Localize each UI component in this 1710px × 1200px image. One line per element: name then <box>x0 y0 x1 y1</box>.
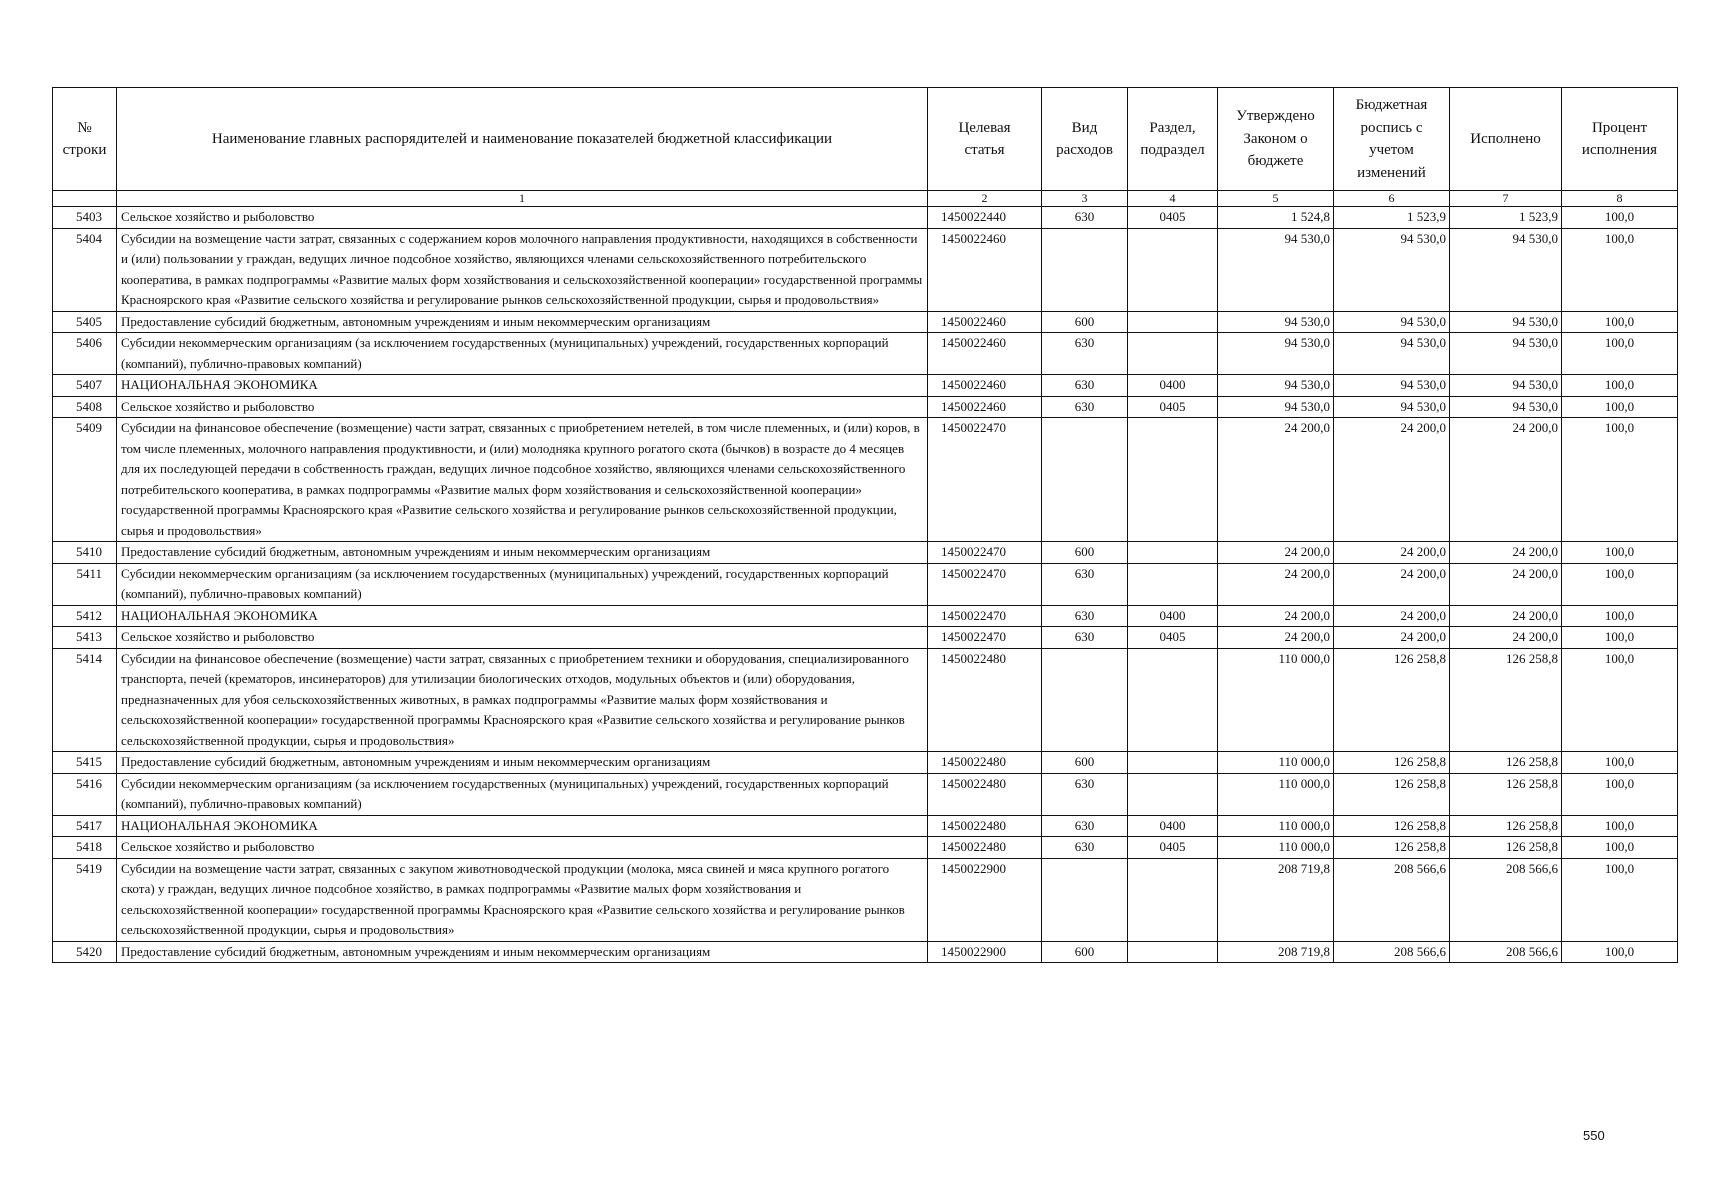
col-number: 6 <box>1334 191 1450 207</box>
expense-type: 630 <box>1042 815 1128 837</box>
row-number: 5419 <box>53 858 117 941</box>
budget-list-amount: 24 200,0 <box>1334 418 1450 542</box>
header-section: Раздел, подраздел <box>1128 88 1218 191</box>
target-article: 1450022900 <box>928 858 1042 941</box>
row-number: 5406 <box>53 333 117 375</box>
indicator-name: Субсидии на возмещение части затрат, связанных с содержанием коров молочного направления продуктивности, находящихся в собственности и (или) пользовании у граждан, ведущих личное подсобное хозяйство, являющихся членами сельскохозяйственного потребительского кооператива, в рамках подпрограммы «Развитие малых форм хозяйствования и сельскохозяйственной кооперации» государственной программы Красноярского края «Развитие сельского хозяйства и регулирование рынков сельскохозяйственной продукции, сырья и продовольствия» <box>117 228 928 311</box>
executed-amount: 1 523,9 <box>1450 207 1562 229</box>
col-number <box>53 191 117 207</box>
expense-type: 600 <box>1042 311 1128 333</box>
budget-list-amount: 126 258,8 <box>1334 648 1450 752</box>
col-number: 3 <box>1042 191 1128 207</box>
indicator-name: НАЦИОНАЛЬНАЯ ЭКОНОМИКА <box>117 375 928 397</box>
header-exp-type: Вид расходов <box>1042 88 1128 191</box>
target-article: 1450022480 <box>928 815 1042 837</box>
table-row <box>53 815 1678 837</box>
executed-amount: 94 530,0 <box>1450 333 1562 375</box>
approved-amount: 24 200,0 <box>1218 542 1334 564</box>
row-number: 5416 <box>53 773 117 815</box>
approved-amount: 24 200,0 <box>1218 627 1334 649</box>
indicator-name: Предоставление субсидий бюджетным, автономным учреждениям и иным некоммерческим организациям <box>117 941 928 963</box>
table-row <box>53 773 1678 815</box>
section-code: 0405 <box>1128 396 1218 418</box>
budget-list-amount: 208 566,6 <box>1334 858 1450 941</box>
executed-amount: 208 566,6 <box>1450 858 1562 941</box>
expense-type: 630 <box>1042 627 1128 649</box>
execution-percent: 100,0 <box>1562 563 1678 605</box>
execution-percent: 100,0 <box>1562 418 1678 542</box>
budget-list-amount: 94 530,0 <box>1334 375 1450 397</box>
section-code <box>1128 648 1218 752</box>
indicator-name: Субсидии некоммерческим организациям (за исключением государственных (муниципальных) учреждений, государственных корпораций (компаний), публично-правовых компаний) <box>117 333 928 375</box>
indicator-name: НАЦИОНАЛЬНАЯ ЭКОНОМИКА <box>117 815 928 837</box>
executed-amount: 24 200,0 <box>1450 627 1562 649</box>
executed-amount: 24 200,0 <box>1450 418 1562 542</box>
approved-amount: 94 530,0 <box>1218 333 1334 375</box>
table-row <box>53 563 1678 605</box>
header-approved: Утверждено Законом о бюджете <box>1218 88 1334 191</box>
column-numbers-row <box>53 191 1678 207</box>
expense-type <box>1042 228 1128 311</box>
executed-amount: 94 530,0 <box>1450 396 1562 418</box>
section-code <box>1128 941 1218 963</box>
executed-amount: 208 566,6 <box>1450 941 1562 963</box>
indicator-name: Субсидии на финансовое обеспечение (возмещение) части затрат, связанных с приобретением нетелей, в том числе племенных, и (или) коров, в том числе племенных, молочного направления продуктивности, и (или) молодняка крупного рогатого скота (бычков) в возрасте до 4 месяцев для их последующей передачи в собственность граждан, ведущих личное подсобное хозяйство, являющихся членами сельскохозяйственного потребительского кооператива, в рамках подпрограммы «Развитие малых форм хозяйствования и сельскохозяйственной кооперации» государственной программы Красноярского края «Развитие сельского хозяйства и регулирование рынков сельскохозяйственной продукции, сырья и продовольствия» <box>117 418 928 542</box>
budget-list-amount: 24 200,0 <box>1334 542 1450 564</box>
expense-type: 600 <box>1042 941 1128 963</box>
expense-type <box>1042 858 1128 941</box>
execution-percent: 100,0 <box>1562 542 1678 564</box>
execution-percent: 100,0 <box>1562 396 1678 418</box>
expense-type: 630 <box>1042 333 1128 375</box>
row-number: 5404 <box>53 228 117 311</box>
section-code: 0400 <box>1128 375 1218 397</box>
approved-amount: 94 530,0 <box>1218 311 1334 333</box>
executed-amount: 126 258,8 <box>1450 815 1562 837</box>
col-number: 5 <box>1218 191 1334 207</box>
approved-amount: 24 200,0 <box>1218 605 1334 627</box>
expense-type <box>1042 648 1128 752</box>
col-number: 8 <box>1562 191 1678 207</box>
section-code <box>1128 752 1218 774</box>
executed-amount: 126 258,8 <box>1450 837 1562 859</box>
execution-percent: 100,0 <box>1562 605 1678 627</box>
row-number: 5414 <box>53 648 117 752</box>
indicator-name: Субсидии некоммерческим организациям (за исключением государственных (муниципальных) учреждений, государственных корпораций (компаний), публично-правовых компаний) <box>117 563 928 605</box>
row-number: 5408 <box>53 396 117 418</box>
budget-list-amount: 126 258,8 <box>1334 837 1450 859</box>
col-number: 2 <box>928 191 1042 207</box>
header-executed: Исполнено <box>1450 88 1562 191</box>
indicator-name: Субсидии некоммерческим организациям (за исключением государственных (муниципальных) учреждений, государственных корпораций (компаний), публично-правовых компаний) <box>117 773 928 815</box>
target-article: 1450022480 <box>928 648 1042 752</box>
executed-amount: 94 530,0 <box>1450 228 1562 311</box>
table-row <box>53 311 1678 333</box>
row-number: 5411 <box>53 563 117 605</box>
table-row <box>53 375 1678 397</box>
execution-percent: 100,0 <box>1562 333 1678 375</box>
executed-amount: 24 200,0 <box>1450 542 1562 564</box>
approved-amount: 208 719,8 <box>1218 941 1334 963</box>
section-code <box>1128 542 1218 564</box>
row-number: 5412 <box>53 605 117 627</box>
approved-amount: 110 000,0 <box>1218 752 1334 774</box>
expense-type: 630 <box>1042 773 1128 815</box>
approved-amount: 1 524,8 <box>1218 207 1334 229</box>
table-row <box>53 941 1678 963</box>
approved-amount: 24 200,0 <box>1218 418 1334 542</box>
budget-list-amount: 24 200,0 <box>1334 605 1450 627</box>
table-row <box>53 648 1678 752</box>
target-article: 1450022470 <box>928 627 1042 649</box>
indicator-name: НАЦИОНАЛЬНАЯ ЭКОНОМИКА <box>117 605 928 627</box>
table-body <box>53 207 1678 963</box>
execution-percent: 100,0 <box>1562 228 1678 311</box>
table-row <box>53 858 1678 941</box>
indicator-name: Сельское хозяйство и рыболовство <box>117 837 928 859</box>
budget-list-amount: 1 523,9 <box>1334 207 1450 229</box>
approved-amount: 110 000,0 <box>1218 648 1334 752</box>
header-target: Целевая статья <box>928 88 1042 191</box>
expense-type: 630 <box>1042 837 1128 859</box>
table-row <box>53 396 1678 418</box>
budget-list-amount: 24 200,0 <box>1334 563 1450 605</box>
row-number: 5410 <box>53 542 117 564</box>
table-row <box>53 837 1678 859</box>
budget-table <box>52 87 1678 963</box>
execution-percent: 100,0 <box>1562 627 1678 649</box>
col-number: 1 <box>117 191 928 207</box>
expense-type: 600 <box>1042 752 1128 774</box>
col-number: 7 <box>1450 191 1562 207</box>
budget-list-amount: 126 258,8 <box>1334 752 1450 774</box>
execution-percent: 100,0 <box>1562 815 1678 837</box>
indicator-name: Субсидии на возмещение части затрат, связанных с закупом животноводческой продукции (молока, мяса свиней и мяса крупного рогатого скота) у граждан, ведущих личное подсобное хозяйство, в рамках подпрограммы «Развитие малых форм хозяйствования и сельскохозяйственной кооперации» государственной программы Красноярского края «Развитие сельского хозяйства и регулирование рынков сельскохозяйственной продукции, сырья и продовольствия» <box>117 858 928 941</box>
table-row <box>53 627 1678 649</box>
target-article: 1450022460 <box>928 311 1042 333</box>
expense-type: 630 <box>1042 375 1128 397</box>
approved-amount: 94 530,0 <box>1218 396 1334 418</box>
table-row <box>53 542 1678 564</box>
target-article: 1450022440 <box>928 207 1042 229</box>
expense-type: 630 <box>1042 207 1128 229</box>
approved-amount: 110 000,0 <box>1218 815 1334 837</box>
section-code: 0405 <box>1128 837 1218 859</box>
budget-list-amount: 24 200,0 <box>1334 627 1450 649</box>
execution-percent: 100,0 <box>1562 858 1678 941</box>
execution-percent: 100,0 <box>1562 311 1678 333</box>
expense-type <box>1042 418 1128 542</box>
table-row <box>53 228 1678 311</box>
section-code <box>1128 228 1218 311</box>
budget-list-amount: 94 530,0 <box>1334 311 1450 333</box>
budget-list-amount: 94 530,0 <box>1334 396 1450 418</box>
target-article: 1450022460 <box>928 375 1042 397</box>
approved-amount: 94 530,0 <box>1218 375 1334 397</box>
row-number: 5409 <box>53 418 117 542</box>
indicator-name: Субсидии на финансовое обеспечение (возмещение) части затрат, связанных с приобретением техники и оборудования, специализированного транспорта, печей (крематоров, инсинераторов) для утилизации биологических отходов, модульных объектов и (или) оборудования, предназначенных для убоя сельскохозяйственных животных, в рамках подпрограммы «Развитие малых форм хозяйствования и сельскохозяйственной кооперации» государственной программы Красноярского края «Развитие сельского хозяйства и регулирование рынков сельскохозяйственной продукции, сырья и продовольствия» <box>117 648 928 752</box>
section-code <box>1128 311 1218 333</box>
expense-type: 600 <box>1042 542 1128 564</box>
row-number: 5413 <box>53 627 117 649</box>
execution-percent: 100,0 <box>1562 375 1678 397</box>
target-article: 1450022480 <box>928 773 1042 815</box>
header-row-no: № строки <box>53 88 117 191</box>
row-number: 5418 <box>53 837 117 859</box>
budget-list-amount: 126 258,8 <box>1334 815 1450 837</box>
budget-list-amount: 126 258,8 <box>1334 773 1450 815</box>
section-code <box>1128 773 1218 815</box>
approved-amount: 110 000,0 <box>1218 773 1334 815</box>
section-code <box>1128 563 1218 605</box>
table-row <box>53 333 1678 375</box>
row-number: 5420 <box>53 941 117 963</box>
indicator-name: Сельское хозяйство и рыболовство <box>117 396 928 418</box>
section-code: 0405 <box>1128 627 1218 649</box>
target-article: 1450022460 <box>928 333 1042 375</box>
target-article: 1450022900 <box>928 941 1042 963</box>
executed-amount: 126 258,8 <box>1450 648 1562 752</box>
approved-amount: 110 000,0 <box>1218 837 1334 859</box>
indicator-name: Сельское хозяйство и рыболовство <box>117 207 928 229</box>
header-percent: Процент исполнения <box>1562 88 1678 191</box>
table-header <box>53 88 1678 207</box>
executed-amount: 126 258,8 <box>1450 773 1562 815</box>
row-number: 5417 <box>53 815 117 837</box>
row-number: 5403 <box>53 207 117 229</box>
target-article: 1450022470 <box>928 563 1042 605</box>
target-article: 1450022470 <box>928 605 1042 627</box>
executed-amount: 24 200,0 <box>1450 605 1562 627</box>
indicator-name: Сельское хозяйство и рыболовство <box>117 627 928 649</box>
row-number: 5407 <box>53 375 117 397</box>
executed-amount: 24 200,0 <box>1450 563 1562 605</box>
table-row <box>53 207 1678 229</box>
target-article: 1450022480 <box>928 752 1042 774</box>
table-row <box>53 605 1678 627</box>
section-code: 0405 <box>1128 207 1218 229</box>
execution-percent: 100,0 <box>1562 837 1678 859</box>
executed-amount: 94 530,0 <box>1450 375 1562 397</box>
budget-list-amount: 94 530,0 <box>1334 333 1450 375</box>
page-number: 550 <box>1583 1128 1605 1143</box>
target-article: 1450022470 <box>928 418 1042 542</box>
section-code <box>1128 418 1218 542</box>
expense-type: 630 <box>1042 605 1128 627</box>
header-budget-list: Бюджетная роспись с учетом изменений <box>1334 88 1450 191</box>
indicator-name: Предоставление субсидий бюджетным, автономным учреждениям и иным некоммерческим организациям <box>117 752 928 774</box>
table-row <box>53 752 1678 774</box>
expense-type: 630 <box>1042 563 1128 605</box>
section-code: 0400 <box>1128 815 1218 837</box>
approved-amount: 94 530,0 <box>1218 228 1334 311</box>
header-name: Наименование главных распорядителей и наименование показателей бюджетной классификации <box>117 88 928 191</box>
execution-percent: 100,0 <box>1562 941 1678 963</box>
section-code <box>1128 333 1218 375</box>
col-number: 4 <box>1128 191 1218 207</box>
execution-percent: 100,0 <box>1562 752 1678 774</box>
table-row <box>53 418 1678 542</box>
section-code: 0400 <box>1128 605 1218 627</box>
target-article: 1450022460 <box>928 228 1042 311</box>
executed-amount: 94 530,0 <box>1450 311 1562 333</box>
indicator-name: Предоставление субсидий бюджетным, автономным учреждениям и иным некоммерческим организациям <box>117 542 928 564</box>
approved-amount: 24 200,0 <box>1218 563 1334 605</box>
execution-percent: 100,0 <box>1562 648 1678 752</box>
execution-percent: 100,0 <box>1562 773 1678 815</box>
row-number: 5405 <box>53 311 117 333</box>
target-article: 1450022470 <box>928 542 1042 564</box>
budget-list-amount: 208 566,6 <box>1334 941 1450 963</box>
row-number: 5415 <box>53 752 117 774</box>
execution-percent: 100,0 <box>1562 207 1678 229</box>
expense-type: 630 <box>1042 396 1128 418</box>
budget-list-amount: 94 530,0 <box>1334 228 1450 311</box>
approved-amount: 208 719,8 <box>1218 858 1334 941</box>
indicator-name: Предоставление субсидий бюджетным, автономным учреждениям и иным некоммерческим организациям <box>117 311 928 333</box>
target-article: 1450022480 <box>928 837 1042 859</box>
executed-amount: 126 258,8 <box>1450 752 1562 774</box>
target-article: 1450022460 <box>928 396 1042 418</box>
section-code <box>1128 858 1218 941</box>
